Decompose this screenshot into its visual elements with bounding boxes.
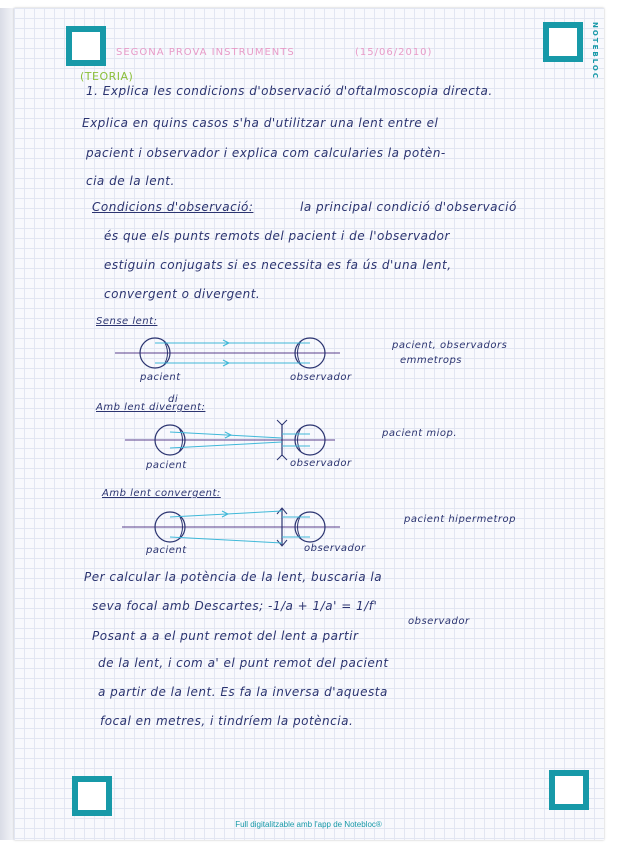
case-convergent-label: Amb lent convergent: (102, 488, 221, 499)
corner-marker-top-right (543, 22, 583, 62)
case-divergent-label: Amb lent divergent: (96, 402, 206, 413)
case-divergent-correction: di (168, 394, 179, 405)
diagram-divergent-lens (125, 418, 345, 462)
corner-marker-top-left (66, 26, 106, 66)
corner-marker-bottom-right (549, 770, 589, 810)
case-no-lens-patient: pacient (140, 372, 181, 383)
case-no-lens-observer: observador (290, 372, 352, 383)
brand-logo: NOTEBLOC (591, 22, 599, 80)
answer-line-2: és que els punts remots del pacient i de l'observador (104, 229, 450, 243)
case-convergent-observer: observador (304, 543, 366, 554)
header-date: (15/06/2010) (355, 47, 433, 58)
page-binding-edge (0, 8, 14, 840)
ray-bottom (170, 537, 282, 543)
question-line-2: Explica en quins casos s'ha d'utilitzar una lent entre el (82, 116, 439, 130)
ray-top (170, 511, 282, 517)
question-line-1: 1. Explica les condicions d'observació d'oftalmoscopia directa. (86, 84, 493, 98)
question-line-3: pacient i observador i explica com calcularies la potèn- (86, 146, 446, 160)
calc-line-6: focal en metres, i tindríem la potència. (100, 714, 354, 728)
header-title: SEGONA PROVA INSTRUMENTS (116, 47, 295, 58)
calc-line-2: seva focal amb Descartes; -1/a + 1/a' = 1/f' (92, 599, 378, 613)
header-tag: (TEORIA) (80, 70, 134, 83)
case-convergent-note: pacient hipermetrop (404, 514, 516, 525)
case-divergent-observer: observador (290, 458, 352, 469)
question-line-4: cia de la lent. (86, 174, 175, 188)
answer-line-1: la principal condició d'observació (300, 200, 517, 214)
answer-line-3: estiguin conjugats si es necessita es fa ús d'una lent, (104, 258, 452, 272)
corner-marker-bottom-left (72, 776, 112, 816)
calc-line-3: Posant a a el punt remot del lent a partir (92, 629, 359, 643)
calc-insertion: observador (408, 616, 470, 627)
case-convergent-patient: pacient (146, 545, 187, 556)
case-divergent-patient: pacient (146, 460, 187, 471)
calc-line-4: de la lent, i com a' el punt remot del pacient (98, 656, 389, 670)
ray-bottom (170, 442, 282, 448)
calc-line-1: Per calcular la potència de la lent, buscaria la (84, 570, 383, 584)
answer-heading: Condicions d'observació: (92, 200, 254, 214)
footer-text: Full digitalitzable amb l'app de Notebloc® (235, 820, 382, 829)
case-no-lens-note-1: pacient, observadors (392, 340, 508, 351)
calc-line-5: a partir de la lent. Es fa la inversa d'aquesta (98, 685, 388, 699)
case-divergent-note: pacient miop. (382, 428, 458, 439)
answer-line-4: convergent o divergent. (104, 287, 261, 301)
diagram-no-lens (115, 333, 355, 373)
case-no-lens-label: Sense lent: (96, 316, 158, 327)
case-no-lens-note-2: emmetrops (400, 355, 462, 366)
